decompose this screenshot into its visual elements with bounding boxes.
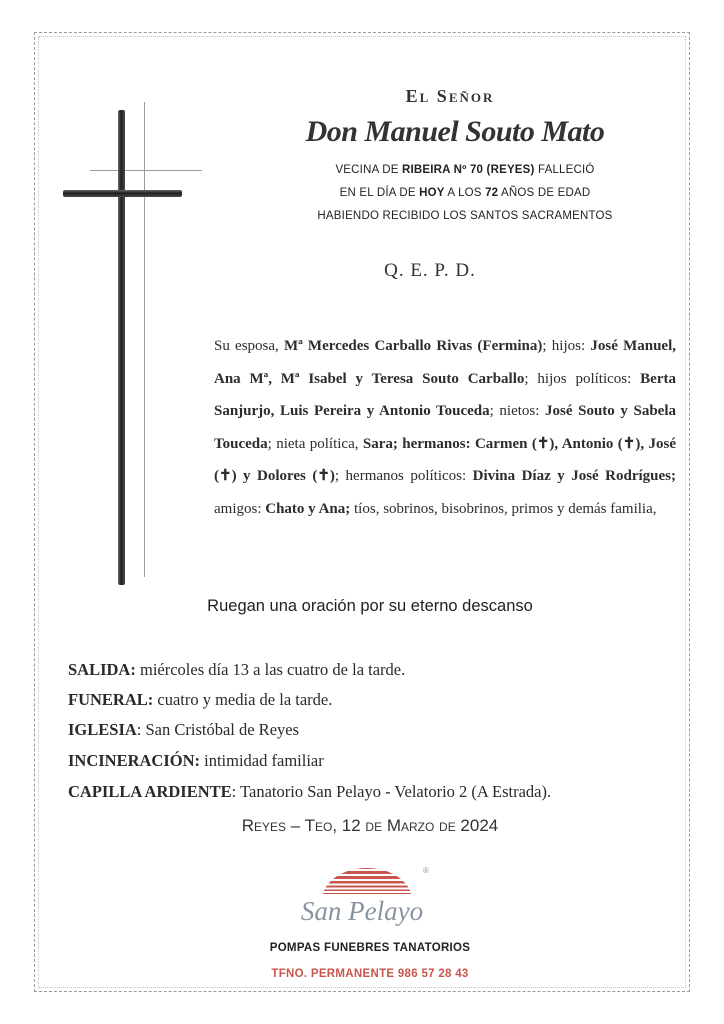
honorific-title: El Señor <box>405 86 495 106</box>
qepd: Q. E. P. D. <box>384 260 476 281</box>
deceased-name: Don Manuel Souto Mato <box>305 115 605 148</box>
detail-line-2: EN EL DÍA DE HOY A LOS 72 AÑOS DE EDAD <box>339 187 591 199</box>
san-pelayo-logo <box>300 860 435 930</box>
prayer-request: Ruegan una oración por su eterno descanso <box>207 597 533 615</box>
service-incineracion: INCINERACIÓN: intimidad familiar <box>68 751 324 770</box>
registered-mark: ® <box>423 866 429 875</box>
phone-number: TFNO. PERMANENTE 986 57 28 43 <box>271 968 469 980</box>
cross-shadow-horizontal <box>90 170 202 171</box>
detail-line-3: HABIENDO RECIBIDO LOS SANTOS SACRAMENTOS <box>317 210 613 222</box>
logo-brand-text: San Pelayo <box>300 896 424 926</box>
place-date: Reyes – Teo, 12 de Marzo de 2024 <box>241 816 499 835</box>
service-funeral: FUNERAL: cuatro y media de la tarde. <box>68 690 333 709</box>
cross-shadow-vertical <box>144 102 145 577</box>
cross-horizontal <box>63 190 182 197</box>
detail-line-1: VECINA DE RIBEIRA Nº 70 (REYES) FALLECIÓ <box>335 164 595 176</box>
service-salida: SALIDA: miércoles día 13 a las cuatro de la tarde. <box>68 660 406 679</box>
service-iglesia: IGLESIA: San Cristóbal de Reyes <box>68 720 300 739</box>
cross-vertical <box>118 110 125 585</box>
company-description: POMPAS FUNEBRES TANATORIOS <box>269 942 471 954</box>
family-paragraph: Su esposa, Mª Mercedes Carballo Rivas (Fermina); hijos: José Manuel, Ana Mª, Mª Isabel y Teresa Souto Carballo; hijos políticos: Berta Sanjurjo, Luis Pereira y Antonio Touceda; nietos: José Souto y Sabela Touceda; nieta política, Sara; hermanos: Carmen (✝), Antonio (✝), José (✝) y Dolores (✝); hermanos políticos: Divina Díaz y José Rodrígues; amigos: Chato y Ana; tíos, sobrinos, bisobrinos, primos y demás familia, <box>214 338 676 517</box>
service-capilla: CAPILLA ARDIENTE: Tanatorio San Pelayo - Velatorio 2 (A Estrada). <box>68 782 552 801</box>
logo-sunset-icon <box>320 866 415 894</box>
